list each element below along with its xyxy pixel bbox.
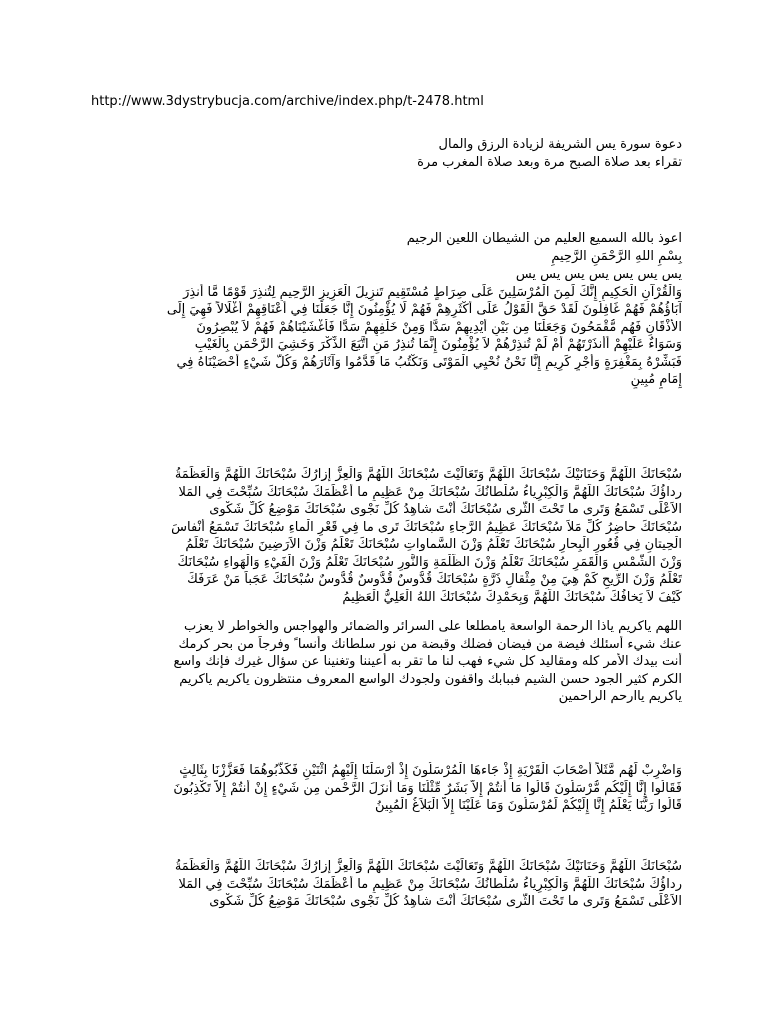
source-url: http://www.3dystrybucja.com/archive/index.php/t-2478.html (91, 94, 484, 109)
text-line: عنك شيء أسئلك فيضة من فيضان فضلك وقبضة من نور سلطانك وأنسا ً وفرجاً من بحر كرمك (178, 636, 682, 652)
text-line: كَيْفَ لاَ يَخافُكَ سُبْحَانَكَ اللَّهُمَّ وَبِحَمْدِكَ سُبْحَانَكَ اللهُ الْعَلِيُّ الْعَظِيمُ (342, 589, 682, 605)
text-line: وَزْنَ الشَّمْسِ وَالْقَمَرِ سُبْحَانَكَ تَعْلَمُ وَزْنَ الظُّلْمَةِ وَالنُّورِ سُبْحَانَكَ تَعْلَمُ وَزْنَ الْفَيْءِ وَالْهَواءِ سُبْحَانَكَ (177, 554, 682, 570)
dua-passage (86, 618, 682, 706)
text-line: الاَعْلَى تَسْمَعُ وَتَرى ما تَحْتَ الثَّرى سُبْحَانَكَ أَنْتَ شاهِدُ كُلِّ نَجْوى سُبْحَانَكَ مَوْضِعُ كُلِّ شَكْوى (209, 894, 682, 909)
text-line: اللهم ياكريم ياذا الرحمة الواسعة يامطلعا على السرائر والضمائر والهواجس والخواطر لا يعزب (184, 619, 682, 634)
text-line: أنت بيدك الأمر كله ومقاليد كل شيء فهب لنا ما تقر به أعيننا وتغنينا عن سؤال غيرك فإنك واسع (173, 654, 682, 669)
text-line: سُبْحَانَكَ حاضِرُ كُلِّ مَلاَ سُبْحَانَكَ عَظِيمُ الرَّجاءِ سُبْحَانَكَ تَرى ما فِي قَعْرِ الْماءِ سُبْحَانَكَ تَسْمَعُ أَنْفاسَ (171, 519, 682, 535)
text-line: الأَذْقَانِ فَهُم مُّقْمَحُونَ وَجَعَلْنَا مِن بَيْنِ أَيْدِيهِمْ سَدًّا وَمِنْ خَلْفِهِمْ سَدًّا فَأَغْشَيْنَاهُمْ فَهُمْ لاَ يُبْصِرُونَ (196, 319, 682, 335)
text-line: فَقَالُوا إِنَّا إِلَيْكُم مُّرْسَلُونَ قَالُوا مَا أَنتُمْ إِلاَّ بَشَرٌ مِّثْلُنَا وَمَا أَنزَلَ الرَّحْمن مِن شَيْءٍ إِنْ أَنتُمْ إِلاَّ تَكْذِبُونَ (173, 780, 682, 796)
heading-line-1: دعوة سورة يس الشريفة لزيادة الرزق والمال (438, 137, 682, 152)
text-line: وَاضْرِبْ لَهُم مَّثَلاً أَصْحَابَ الْقَرْيَةِ إِذْ جَاءهَا الْمُرْسَلُونَ إِذْ أَرْسَلْنَا إِلَيْهِمُ اثْنَيْنِ فَكَذَّبُوهُمَا فَعَزَّزْنَا بِثَالِثٍ (179, 763, 682, 778)
text-line: الاَعْلَى تَسْمَعُ وَتَرى ما تَحْتَ الثَّرى سُبْحَانَكَ أَنْتَ شاهِدُ كُلِّ نَجْوى سُبْحَانَكَ مَوْضِعُ كُلِّ شَكْوى (209, 502, 682, 517)
text-line: آبَاؤُهُمْ فَهُمْ غَافِلُونَ لَقَدْ حَقَّ الْقَوْلُ عَلَى أَكْثَرِهِمْ فَهُمْ لَا يُؤْمِنُونَ إِنَّا جَعَلْنَا فِي أَعْنَاقِهِمْ أَغْلَالاً فَهِيَ إِلَى (166, 302, 682, 317)
text-line: سُبْحَانَكَ اللَّهُمَّ وَحَنَانَيْكَ سُبْحَانَكَ اللَّهُمَّ وَتَعَالَيْتَ سُبْحَانَكَ اللَّهُمَّ وَالْعِزُّ إزارُكَ سُبْحَانَكَ اللَّهُمَّ وَالْعَظَمَةُ (174, 859, 682, 874)
text-line: رداؤُكَ سُبْحَانَكَ اللَّهُمَّ وَالْكِبْرِياءُ سُلْطانُكَ سُبْحَانَكَ مِنْ عَظِيمٍ ما أَعْظَمَكَ سُبْحَانَكَ سُبِّحْتَ فِي المَلا (178, 876, 682, 892)
document-heading (86, 136, 682, 171)
text-line: تَعْلَمُ وَزْنَ الرِّيحِ كَمْ هِيَ مِنْ مِثْقالِ ذَرَّةٍ سُبْحَانَكَ قُدُّوسٌ قُدُّوسٌ قُدُّوسٌ سُبْحَانَكَ عَجَباً مَنْ عَرَفَكَ (187, 572, 682, 587)
opening-block (86, 230, 682, 265)
text-line: وَسَوَاءٌ عَلَيْهِمْ أَأَنذَرْتَهُمْ أَمْ لَمْ تُنذِرْهُمْ لاَ يُؤْمِنُونَ إِنَّمَا تُنذِرُ مَنِ اتَّبَعَ الذِّكْرَ وَخَشِيَ الرَّحْمَن بِالْغَيْبِ (194, 337, 682, 352)
text-line: قَالُوا رَبُّنَا يَعْلَمُ إِنَّا إِلَيْكُمْ لَمُرْسَلُونَ وَمَا عَلَيْنَا إِلاَّ الْبَلاَغُ الْمُبِينُ (375, 798, 682, 813)
text-line: وَالْقُرْآنِ الْحَكِيمِ إِنَّكَ لَمِنَ الْمُرْسَلِينَ عَلَى صِرَاطٍ مُسْتَقِيمٍ تَنزِيلَ الْعَزِيزِ الرَّحِيمِ لِتُنذِرَ قَوْمًا مَّا أُنذِرَ (183, 284, 682, 300)
istiadha-line: اعوذ بالله السميع العليم من الشيطان اللعين الرجيم (406, 231, 682, 246)
tasbih-passage-2 (86, 858, 682, 911)
text-line: رداؤُكَ سُبْحَانَكَ اللَّهُمَّ وَالْكِبْرِياءُ سُلْطانُكَ سُبْحَانَكَ مِنْ عَظِيمٍ ما أَعْظَمَكَ سُبْحَانَكَ سُبِّحْتَ فِي المَلا (178, 484, 682, 500)
text-line: يس يس يس يس يس يس يس (515, 267, 682, 282)
text-line: الكرم كثير الجود حسن الشيم فببابك واقفون ولجودك الواسع المعروف منتظرون ياكريم ياكريم (179, 671, 682, 687)
text-line: فَبَشِّرْهُ بِمَغْفِرَةٍ وَأَجْرٍ كَرِيمٍ إِنَّا نَحْنُ نُحْيِي الْمَوْتَى وَنَكْتُبُ مَا قَدَّمُوا وَآثَارَهُمْ وَكُلَّ شَيْءٍ أحْصَيْنَاهُ فِي (176, 354, 682, 370)
text-line: إِمَامٍ مُبِينٍ (630, 372, 682, 387)
text-line: ياكريم ياارحم الراحمين (558, 689, 682, 704)
heading-line-2: تقراء بعد صلاة الصبح مرة وبعد صلاة المغرب مرة (417, 154, 682, 170)
yasin-passage-2 (86, 762, 682, 815)
text-line: سُبْحَانَكَ اللَّهُمَّ وَحَنَانَيْكَ سُبْحَانَكَ اللَّهُمَّ وَتَعَالَيْتَ سُبْحَانَكَ اللَّهُمَّ وَالْعِزُّ إزارُكَ سُبْحَانَكَ اللَّهُمَّ وَالْعَظَمَةُ (174, 467, 682, 482)
yasin-passage (86, 266, 682, 389)
tasbih-passage-1 (86, 466, 682, 606)
basmala-line: بِسْمِ اللهِ الرَّحْمَنِ الرَّحِيمِ (551, 248, 682, 264)
text-line: الْحِيتانِ فِي قُعُورِ الْبِحارِ سُبْحَانَكَ تَعْلَمُ وَزْنَ السَّماواتِ سُبْحَانَكَ تَعْلَمُ وَزْنَ الاَرَضِينَ سُبْحَانَكَ تَعْلَمُ (185, 537, 682, 552)
